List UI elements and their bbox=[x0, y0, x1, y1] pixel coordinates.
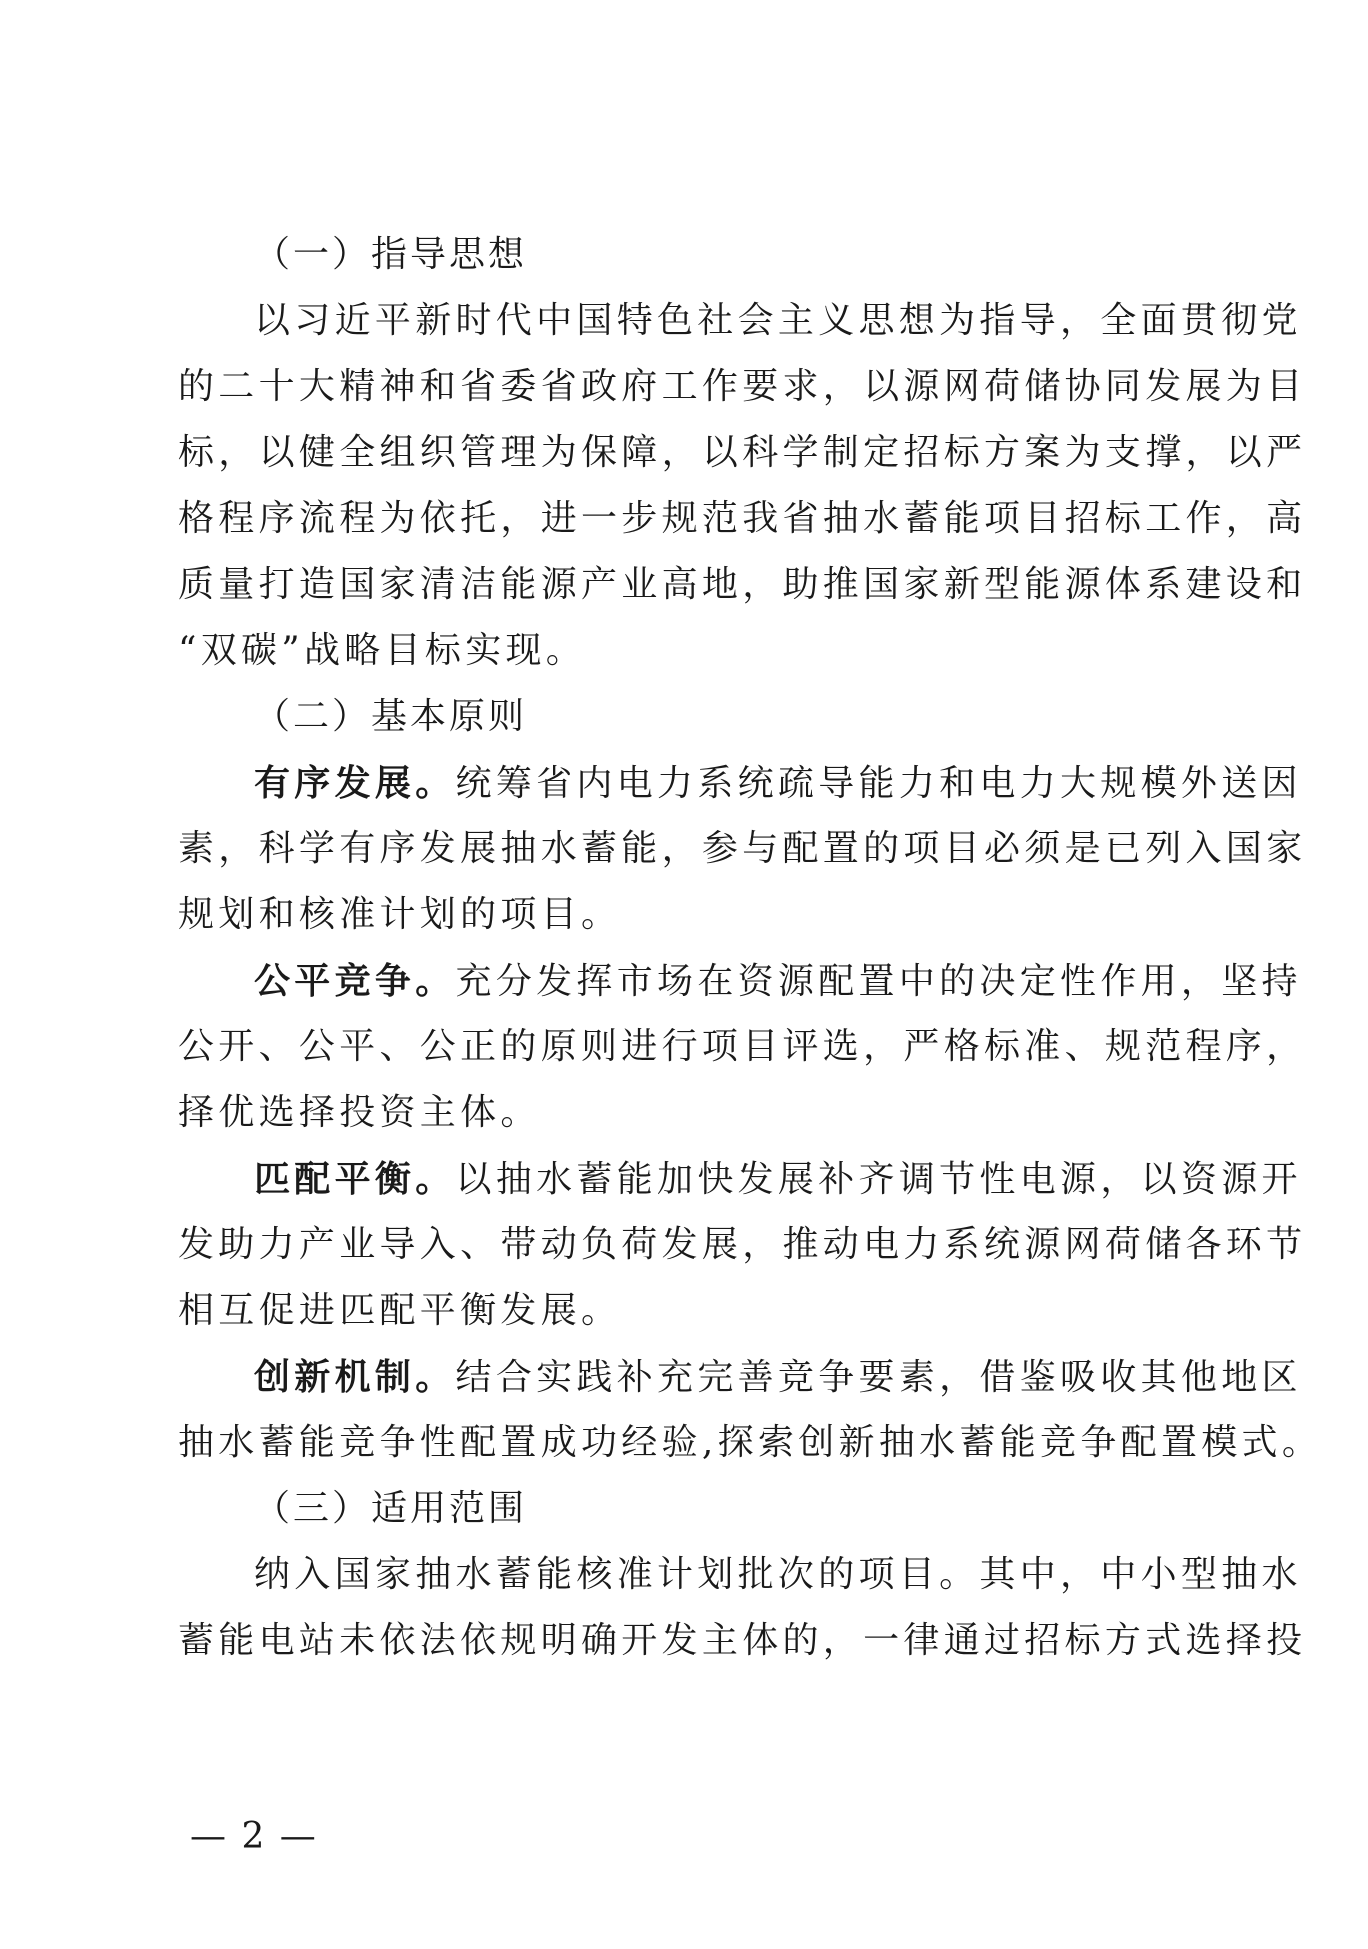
principle-text: 统筹省内电力系统疏导能力和电力大规模外送因 bbox=[455, 763, 1302, 804]
paragraph-line: 格程序流程为依托，进一步规范我省抽水蓄能项目招标工作，高 bbox=[178, 498, 1307, 539]
principle-title: 有序发展。 bbox=[254, 762, 456, 804]
paragraph-line: 蓄能电站未依法依规明确开发主体的，一律通过招标方式选择投 bbox=[178, 1620, 1307, 1661]
paragraph-line: 素，科学有序发展抽水蓄能，参与配置的项目必须是已列入国家 bbox=[178, 828, 1307, 869]
section-heading-scope: （三）适用范围 bbox=[254, 1488, 528, 1529]
principle-title: 创新机制。 bbox=[254, 1356, 456, 1398]
document-body bbox=[178, 222, 1323, 1674]
paragraph-line: 规划和核准计划的项目。 bbox=[178, 894, 622, 935]
principle-innovative-mechanism bbox=[178, 1344, 1302, 1410]
paragraph-line: 以习近平新时代中国特色社会主义思想为指导，全面贯彻党 bbox=[254, 300, 1302, 341]
paragraph-line: 质量打造国家清洁能源产业高地，助推国家新型能源体系建设和 bbox=[178, 564, 1307, 605]
principle-fair-competition bbox=[178, 948, 1302, 1014]
principle-title: 匹配平衡。 bbox=[254, 1158, 456, 1200]
paragraph-line: “双碳”战略目标实现。 bbox=[178, 630, 587, 671]
paragraph-line: 公开、公平、公正的原则进行项目评选，严格标准、规范程序， bbox=[178, 1026, 1307, 1067]
principle-title: 公平竞争。 bbox=[254, 960, 456, 1002]
paragraph-line: 择优选择投资主体。 bbox=[178, 1092, 541, 1133]
principle-text: 结合实践补充完善竞争要素，借鉴吸收其他地区 bbox=[455, 1357, 1302, 1398]
paragraph-line: 抽水蓄能竞争性配置成功经验,探索创新抽水蓄能竞争配置模式。 bbox=[178, 1422, 1323, 1463]
section-heading-guiding-ideology: （一）指导思想 bbox=[254, 234, 528, 275]
page-number: — 2 — bbox=[190, 1816, 318, 1857]
principle-matching-balance bbox=[178, 1146, 1302, 1212]
paragraph-line: 发助力产业导入、带动负荷发展，推动电力系统源网荷储各环节 bbox=[178, 1224, 1307, 1265]
principle-text: 充分发挥市场在资源配置中的决定性作用，坚持 bbox=[455, 961, 1302, 1002]
principle-orderly-development bbox=[178, 750, 1302, 816]
paragraph-line: 相互促进匹配平衡发展。 bbox=[178, 1290, 622, 1331]
section-heading-basic-principles: （二）基本原则 bbox=[254, 696, 528, 737]
paragraph-line: 的二十大精神和省委省政府工作要求，以源网荷储协同发展为目 bbox=[178, 366, 1307, 407]
paragraph-line: 标，以健全组织管理为保障，以科学制定招标方案为支撑，以严 bbox=[178, 432, 1307, 473]
paragraph-line: 纳入国家抽水蓄能核准计划批次的项目。其中，中小型抽水 bbox=[254, 1554, 1302, 1595]
principle-text: 以抽水蓄能加快发展补齐调节性电源，以资源开 bbox=[455, 1159, 1302, 1200]
